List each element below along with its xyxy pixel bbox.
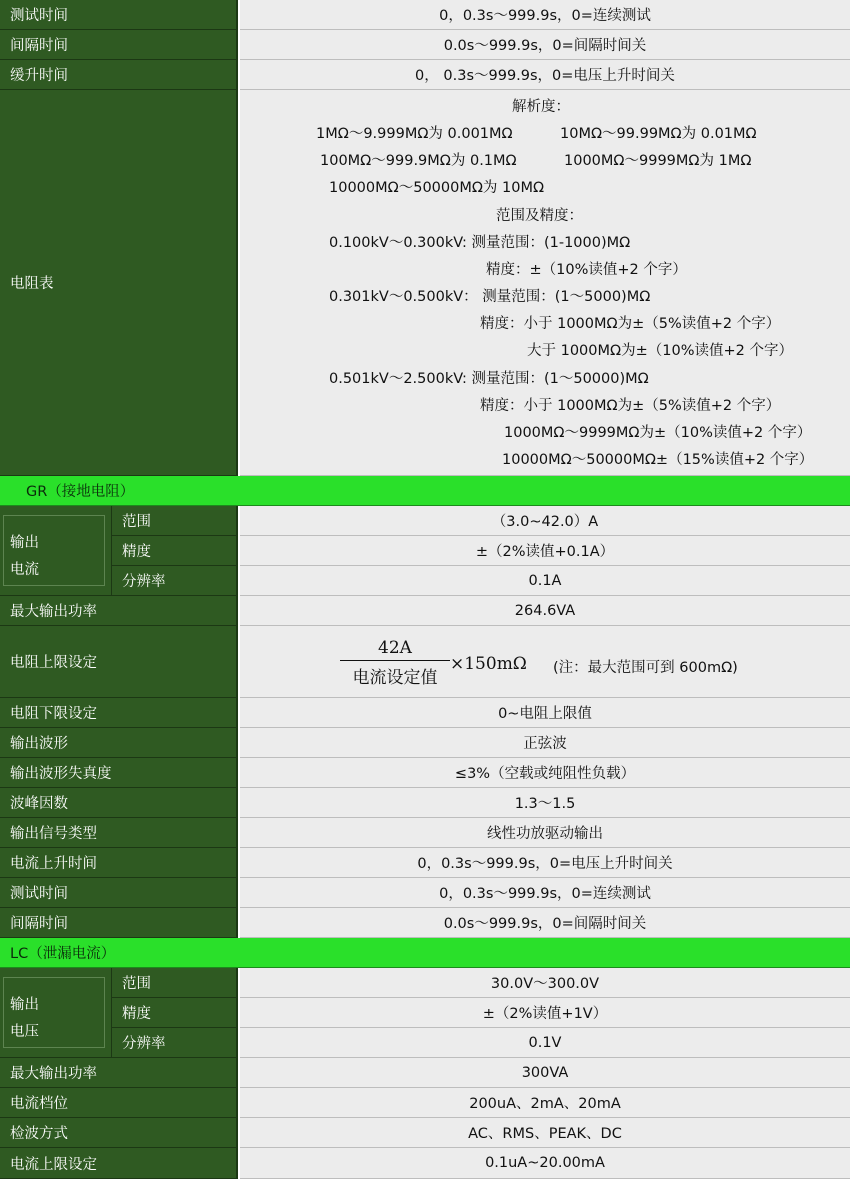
subrow-label: 分辨率: [112, 566, 238, 596]
formula-multiplier: ×150mΩ: [450, 654, 527, 674]
subrow-label: 精度: [112, 536, 238, 566]
row-value: 0~电阻上限值: [240, 698, 850, 728]
row-value: 200uA、2mA、20mA: [240, 1088, 850, 1118]
spec-row: [0, 1118, 850, 1148]
upper-limit-formula: [240, 626, 850, 698]
spec-row: [0, 60, 850, 90]
row-value: 0， 0.3s～999.9s，0=电压上升时间关: [240, 60, 850, 90]
row-value: 线性功放驱动输出: [240, 818, 850, 848]
subrow-label: 精度: [112, 998, 238, 1028]
row-value: 1.3～1.5: [240, 788, 850, 818]
spec-row: [0, 0, 850, 30]
row-value: 0，0.3s～999.9s，0=连续测试: [240, 0, 850, 30]
row-label: 输出波形失真度: [0, 758, 238, 788]
row-label: 测试时间: [0, 878, 238, 908]
spec-subrow: [112, 566, 850, 596]
ir-line: 0.100kV～0.300kV: 测量范围：(1-1000)MΩ: [329, 235, 631, 251]
subrow-value: ±（2%读值+1V）: [240, 998, 850, 1028]
spec-subrow: [112, 536, 850, 566]
spec-row: [0, 1148, 850, 1179]
group-label-frame: [3, 977, 105, 1048]
row-label: 测试时间: [0, 0, 238, 30]
spec-row: [0, 698, 850, 728]
row-label: 电流上限设定: [0, 1148, 238, 1179]
spec-row: [0, 596, 850, 626]
spec-row: [0, 848, 850, 878]
spec-row: [0, 30, 850, 60]
row-value: ≤3%（空载或纯阻性负载）: [240, 758, 850, 788]
spec-row: [0, 728, 850, 758]
ir-line: 解析度：: [512, 99, 570, 115]
row-value: 0.0s～999.9s，0=间隔时间关: [240, 908, 850, 938]
row-label: 间隔时间: [0, 30, 238, 60]
row-label: 最大输出功率: [0, 1058, 238, 1088]
row-label: 电流上升时间: [0, 848, 238, 878]
spec-subrow: [112, 1028, 850, 1058]
row-value: 0.1uA~20.00mA: [240, 1148, 850, 1179]
row-label: 电阻上限设定: [0, 626, 238, 698]
spec-subrow: [112, 968, 850, 998]
formula-note: (注：最大范围可到 600mΩ): [553, 660, 738, 676]
spec-row: [0, 818, 850, 848]
subrow-value: 0.1V: [240, 1028, 850, 1058]
ir-line: 精度：小于 1000MΩ为±（5%读值+2 个字）: [480, 316, 781, 332]
ir-line: 精度：小于 1000MΩ为±（5%读值+2 个字）: [480, 398, 781, 414]
spec-subrow: [112, 506, 850, 536]
row-label: 输出波形: [0, 728, 238, 758]
ir-line: 0.301kV～0.500kV： 测量范围：(1～5000)MΩ: [329, 289, 651, 305]
row-label: 电阻表: [0, 90, 238, 476]
spec-row: [0, 788, 850, 818]
ir-line: 1000MΩ～9999MΩ为±（10%读值+2 个字）: [504, 425, 812, 441]
group-label-line: 电流: [10, 562, 39, 578]
subrow-label: 范围: [112, 506, 238, 536]
spec-row: [0, 878, 850, 908]
group-label: [0, 968, 112, 1058]
formula-denominator: 电流设定值: [352, 668, 438, 688]
group-label-frame: [3, 515, 105, 586]
subrow-value: 30.0V～300.0V: [240, 968, 850, 998]
group-label: [0, 506, 112, 596]
ir-line: 100MΩ～999.9MΩ为 0.1MΩ: [320, 153, 517, 169]
section-header-lc: LC（泄漏电流）: [0, 938, 850, 968]
row-label: 输出信号类型: [0, 818, 238, 848]
spec-row-upper-limit: [0, 626, 850, 698]
ir-line: 大于 1000MΩ为±（10%读值+2 个字）: [527, 343, 793, 359]
group-label-line: 电压: [10, 1024, 39, 1040]
row-value: 0，0.3s～999.9s，0=连续测试: [240, 878, 850, 908]
ir-line: 范围及精度：: [496, 208, 583, 224]
ir-resistance-meter-row: [0, 90, 850, 476]
row-value: 0.0s～999.9s，0=间隔时间关: [240, 30, 850, 60]
ir-line: 0.501kV～2.500kV: 测量范围：(1～50000)MΩ: [329, 371, 649, 387]
spec-row: [0, 1058, 850, 1088]
ir-line: 1MΩ～9.999MΩ为 0.001MΩ: [316, 126, 513, 142]
row-label: 波峰因数: [0, 788, 238, 818]
row-label: 电阻下限设定: [0, 698, 238, 728]
row-label: 检波方式: [0, 1118, 238, 1148]
row-value: 300VA: [240, 1058, 850, 1088]
ir-line: 10000MΩ～50000MΩ为 10MΩ: [329, 180, 545, 196]
row-label: 间隔时间: [0, 908, 238, 938]
spec-subrow: [112, 998, 850, 1028]
subrow-value: （3.0~42.0）A: [240, 506, 850, 536]
spec-row: [0, 908, 850, 938]
section-header-gr: GR（接地电阻）: [0, 476, 850, 506]
subrow-value: ±（2%读值+0.1A）: [240, 536, 850, 566]
lc-output-voltage-group: [0, 968, 850, 1058]
group-label-line: 输出: [10, 997, 39, 1013]
row-value: AC、RMS、PEAK、DC: [240, 1118, 850, 1148]
subrow-value: 0.1A: [240, 566, 850, 596]
ir-line: 10MΩ～99.99MΩ为 0.01MΩ: [560, 126, 757, 142]
row-label: 缓升时间: [0, 60, 238, 90]
ir-line: 10000MΩ～50000MΩ±（15%读值+2 个字）: [502, 452, 814, 468]
ir-line: 精度：±（10%读值+2 个字）: [486, 262, 687, 278]
row-label: 最大输出功率: [0, 596, 238, 626]
spec-row: [0, 1088, 850, 1118]
subrow-label: 范围: [112, 968, 238, 998]
group-label-line: 输出: [10, 535, 39, 551]
row-label: 电流档位: [0, 1088, 238, 1118]
row-value: 正弦波: [240, 728, 850, 758]
gr-output-current-group: [0, 506, 850, 596]
row-value: 0，0.3s～999.9s，0=电压上升时间关: [240, 848, 850, 878]
row-value: 264.6VA: [240, 596, 850, 626]
ir-line: 1000MΩ～9999MΩ为 1MΩ: [564, 153, 752, 169]
formula-numerator: 42A: [340, 638, 450, 661]
formula-fraction: [340, 638, 450, 688]
subrow-label: 分辨率: [112, 1028, 238, 1058]
ir-spec-text: [240, 90, 850, 476]
spec-row: [0, 758, 850, 788]
